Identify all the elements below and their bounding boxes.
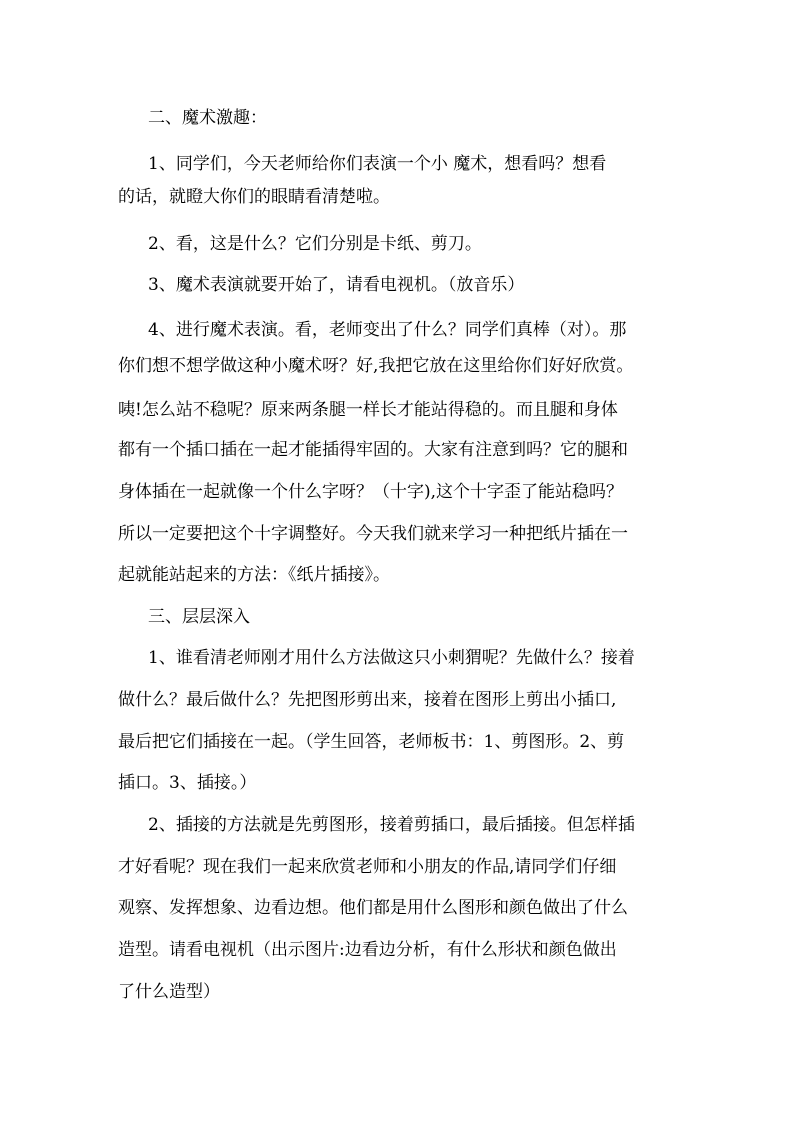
paragraph-line: 身体插在一起就像一个什么字呀？（十字),这个十字歪了能站稳吗？ xyxy=(118,482,624,502)
paragraph-line: 造型。请看电视机（出示图片:边看边分析，有什么形状和颜色做出 xyxy=(118,940,617,960)
paragraph-line: 你们想不想学做这种小魔术呀？好,我把它放在这里给你们好好欣赏。 xyxy=(118,356,634,376)
paragraph-line: 4、进行魔术表演。看，老师变出了什么？同学们真棒（对）。那 xyxy=(148,320,627,340)
paragraph-line: 所以一定要把这个十字调整好。今天我们就来学习一种把纸片插在一 xyxy=(118,524,628,544)
paragraph-line: 2、插接的方法就是先剪图形，接着剪插口，最后插接。但怎样插 xyxy=(148,815,635,835)
paragraph-line: 3、魔术表演就要开始了，请看电视机。（放音乐） xyxy=(148,275,525,295)
paragraph-line: 插口。3、插接。） xyxy=(118,773,257,793)
paragraph-line: 2、看，这是什么？它们分别是卡纸、剪刀。 xyxy=(148,234,482,254)
paragraph-line: 1、谁看清老师刚才用什么方法做这只小刺猬呢？先做什么？接着 xyxy=(148,648,635,668)
paragraph-line: 的话，就瞪大你们的眼睛看清楚啦。 xyxy=(118,187,390,207)
paragraph-line: 1、同学们，今天老师给你们表演一个小 魔术，想看吗？想看 xyxy=(148,154,607,174)
section-heading-deepen: 三、层层深入 xyxy=(148,607,250,627)
paragraph-line: 最后把它们插接在一起。（学生回答，老师板书：1、剪图形。2、剪 xyxy=(118,732,625,752)
paragraph-line: 做什么？最后做什么？先把图形剪出来，接着在图形上剪出小插口, xyxy=(118,690,617,710)
paragraph-line: 观察、发挥想象、边看边想。他们都是用什么图形和颜色做出了什么 xyxy=(118,898,628,918)
paragraph-line: 起就能站起来的方法：《纸片插接》。 xyxy=(118,565,390,585)
paragraph-line: 才好看呢？现在我们一起来欣赏老师和小朋友的作品,请同学们仔细 xyxy=(118,857,617,877)
paragraph-line: 咦!怎么站不稳呢？原来两条腿一样长才能站得稳的。而且腿和身体 xyxy=(118,400,618,420)
paragraph-line: 都有一个插口插在一起才能插得牢固的。大家有注意到吗？它的腿和 xyxy=(118,440,628,460)
section-heading-magic: 二、魔术激趣： xyxy=(148,108,267,128)
paragraph-line: 了什么造型） xyxy=(118,982,220,1002)
